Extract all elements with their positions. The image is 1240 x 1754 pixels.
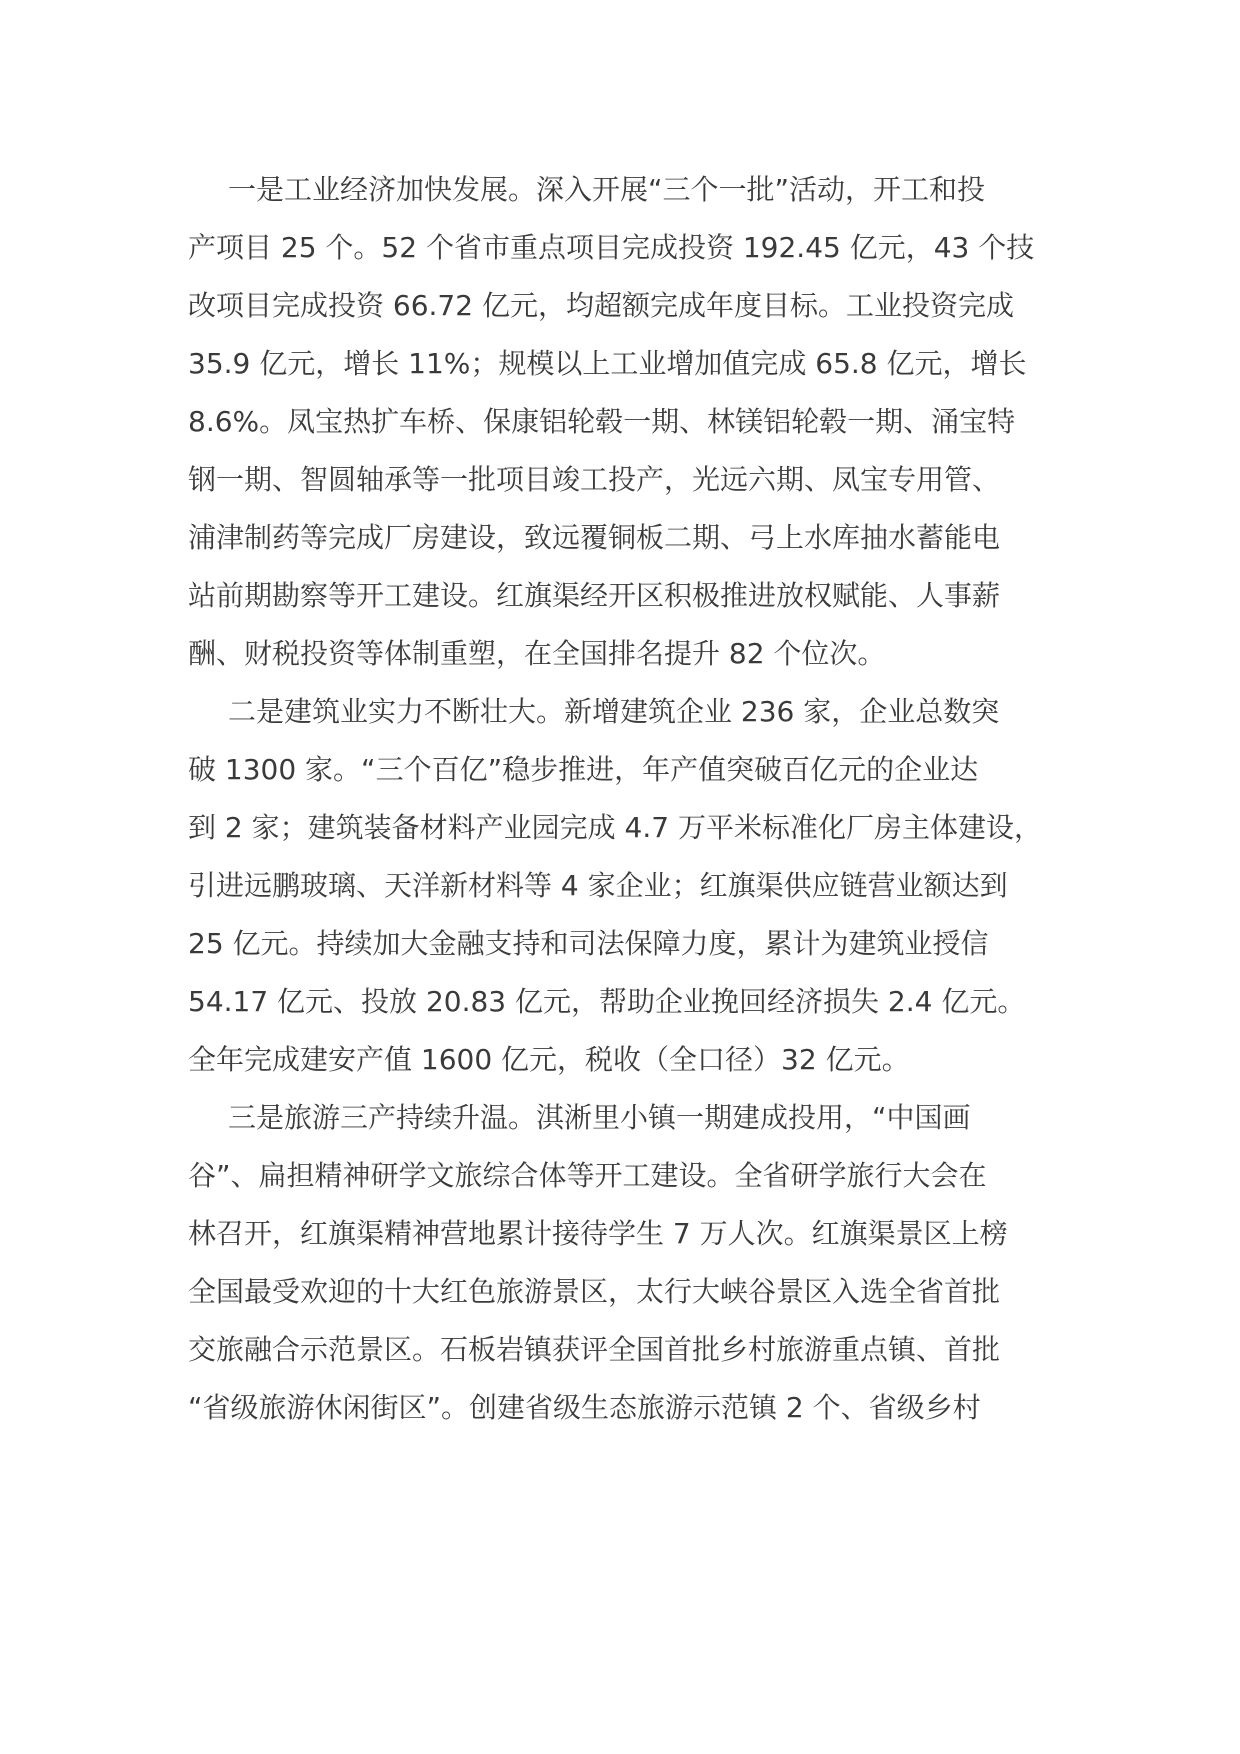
paragraph-3-line: 三是旅游三产持续升温。淇淅里小镇一期建成投用，“中国画 (228, 1101, 971, 1134)
paragraph-2-line: 二是建筑业实力不断壮大。新增建筑企业 236 家，企业总数突 (228, 695, 1000, 728)
paragraph-1-line: 浦津制药等完成厂房建设，致远覆铜板二期、弓上水库抽水蓄能电 (188, 521, 1001, 554)
paragraph-3-line: “省级旅游休闲街区”。创建省级生态旅游示范镇 2 个、省级乡村 (188, 1391, 981, 1424)
paragraph-2-line: 全年完成建安产值 1600 亿元，税收（全口径）32 亿元。 (188, 1043, 910, 1076)
paragraph-1-line: 产项目 25 个。52 个省市重点项目完成投资 192.45 亿元，43 个技 (188, 231, 1035, 264)
paragraph-2-line: 到 2 家；建筑装备材料产业园完成 4.7 万平米标准化厂房主体建设， (188, 811, 1042, 844)
paragraph-1-line: 35.9 亿元，增长 11%；规模以上工业增加值完成 65.8 亿元，增长 (188, 347, 1027, 380)
paragraph-1-line: 酬、财税投资等体制重塑，在全国排名提升 82 个位次。 (188, 637, 886, 670)
paragraph-1-line: 8.6%。凤宝热扩车桥、保康铝轮毂一期、林镁铝轮毂一期、涌宝特 (188, 405, 1016, 438)
paragraph-2-line: 引进远鹏玻璃、天洋新材料等 4 家企业；红旗渠供应链营业额达到 (188, 869, 1008, 902)
paragraph-1-line: 一是工业经济加快发展。深入开展“三个一批”活动，开工和投 (228, 173, 986, 206)
paragraph-3-line: 林召开，红旗渠精神营地累计接待学生 7 万人次。红旗渠景区上榜 (188, 1217, 1008, 1250)
paragraph-1-line: 改项目完成投资 66.72 亿元，均超额完成年度目标。工业投资完成 (188, 289, 1014, 322)
paragraph-3-line: 交旅融合示范景区。石板岩镇获评全国首批乡村旅游重点镇、首批 (188, 1333, 1001, 1366)
paragraph-2-line: 破 1300 家。“三个百亿”稳步推进，年产值突破百亿元的企业达 (188, 753, 979, 786)
paragraph-3-line: 全国最受欢迎的十大红色旅游景区，太行大峡谷景区入选全省首批 (188, 1275, 1001, 1308)
paragraph-2-line: 25 亿元。持续加大金融支持和司法保障力度，累计为建筑业授信 (188, 927, 989, 960)
paragraph-2-line: 54.17 亿元、投放 20.83 亿元，帮助企业挽回经济损失 2.4 亿元。 (188, 985, 1026, 1018)
paragraph-1-line: 站前期勘察等开工建设。红旗渠经开区积极推进放权赋能、人事薪 (188, 579, 1001, 612)
paragraph-3-line: 谷”、扁担精神研学文旅综合体等开工建设。全省研学旅行大会在 (188, 1159, 987, 1192)
paragraph-1-line: 钢一期、智圆轴承等一批项目竣工投产，光远六期、凤宝专用管、 (188, 463, 1001, 496)
